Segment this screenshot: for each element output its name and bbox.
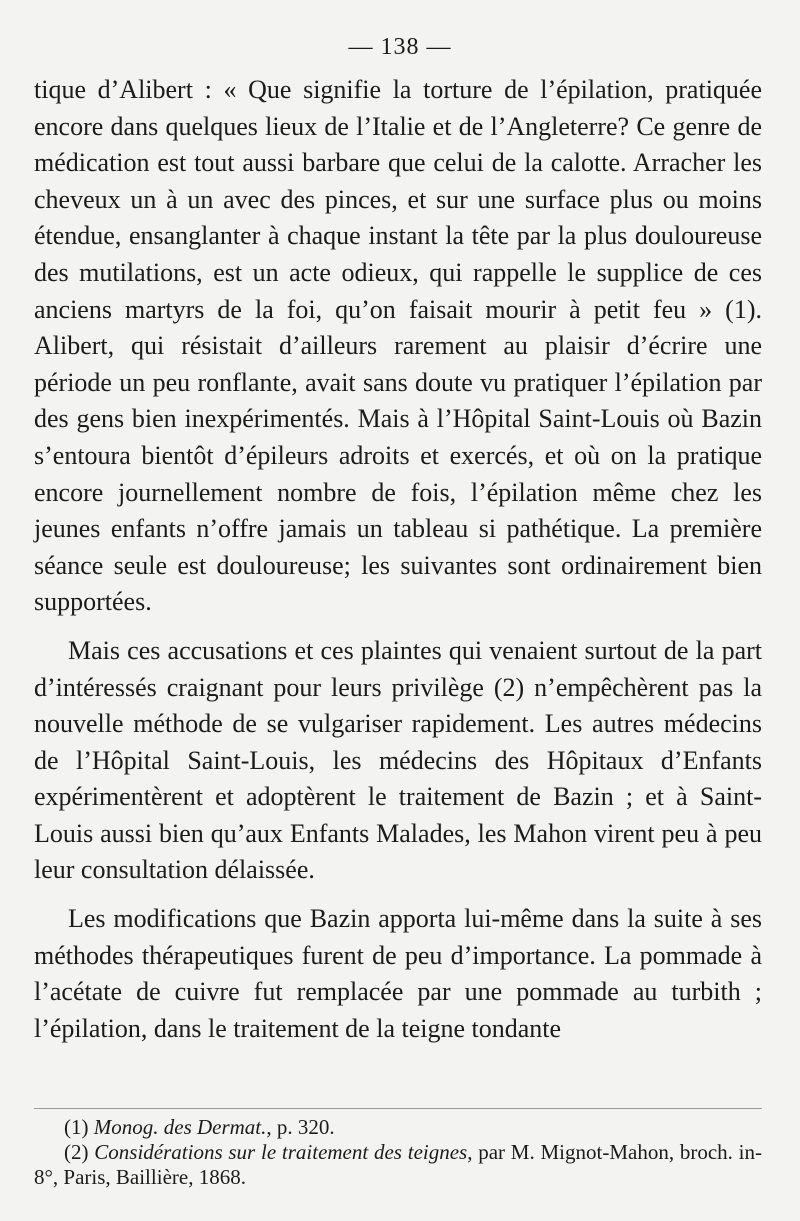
footnote-1-number: (1) [64,1115,89,1139]
footnote-1-rest: , p. 320. [266,1115,335,1139]
footnote-1-title: Monog. des Dermat. [93,1115,267,1139]
body-text [34,72,762,1047]
footnotes [34,1108,762,1190]
paragraph-2: Mais ces accusations et ces plaintes qui venaient surtout de la part d’intéressés craignant pour leurs privilège (2) n’empêchèrent pas la nouvelle méthode de se vulgariser rapidement. Les autres médecins de l’Hôpital Saint-Louis, les médecins des Hôpitaux d’Enfants expérimentèrent et adoptèrent le traitement de Bazin ; et à Saint-Louis aussi bien qu’aux Enfants Malades, les Mahon virent peu à peu leur consultation délaissée. [34,635,762,885]
footnote-2-number: (2) [64,1140,89,1164]
footnote-2 [34,1140,762,1190]
footnote-1 [34,1115,762,1140]
page-number: — 138 — [348,34,452,60]
footnote-2-rest: , par M. Mignot-Mahon, broch. in-8°, Paris, Baillière, 1868. [34,1140,762,1189]
paragraph-3: Les modifications que Bazin apporta lui-même dans la suite à ses méthodes thérapeutiques furent de peu d’importance. La pommade à l’acétate de cuivre fut remplacée par une pommade au turbith ; l’épilation, dans le traitement de la teigne tondante [34,904,762,1043]
paragraph-1: tique d’Alibert : « Que signifie la torture de l’épilation, pratiquée encore dans quelques lieux de l’Italie et de l’Angleterre? Ce genre de médication est tout aussi barbare que celui de la calotte. Arracher les cheveux un à un avec des pinces, et sur une surface plus ou moins étendue, ensanglanter à chaque instant la tête par la plus douloureuse des mutilations, est un acte odieux, qui rappelle le supplice de ces anciens martyrs de la foi, qu’on faisait mourir à petit feu » (1). Alibert, qui résistait d’ailleurs rarement au plaisir d’écrire une période un peu ronflante, avait sans doute vu pratiquer l’épilation par des gens bien inexpérimentés. Mais à l’Hôpital Saint-Louis où Bazin s’entoura bientôt d’épileurs adroits et exercés, et où on la pratique encore journellement nombre de fois, l’épilation même chez les jeunes enfants n’offre jamais un tableau si pathétique. La première séance seule est douloureuse; les suivantes sont ordinairement bien supportées. [34,75,762,617]
footnote-2-title: Considérations sur le traitement des teignes [94,1140,468,1164]
